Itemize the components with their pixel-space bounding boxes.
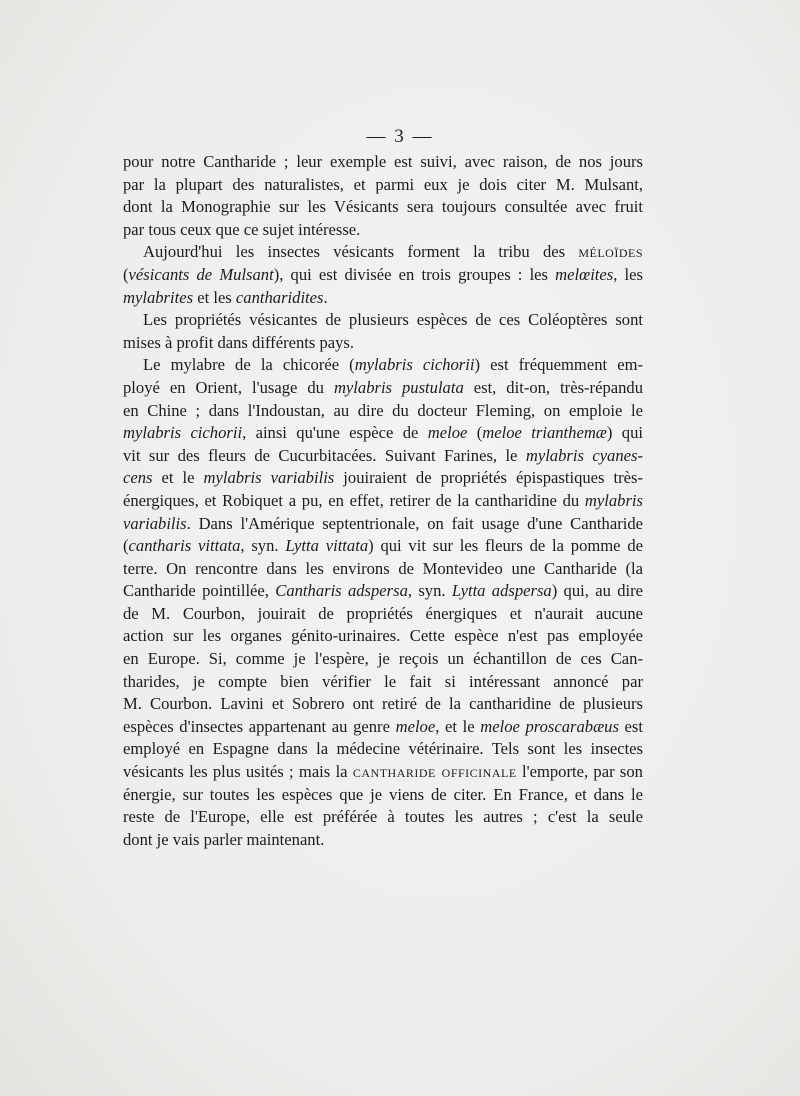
text-run: tharides, je compte bien vérifier le fait si intéressant annoncé par: [123, 671, 643, 691]
italic-term: Lytta adspersa: [451, 581, 552, 601]
text-run: Les propriétés vésicantes de plusieurs espèces de ces Coléoptères sont: [143, 310, 643, 330]
text-run: employé en Espagne dans la médecine vétérinaire. Tels sont les insectes: [123, 739, 643, 759]
italic-term: melœites: [555, 264, 614, 284]
text-line: [123, 625, 643, 648]
text-run: ) qui vit sur les fleurs de la pomme de: [368, 536, 643, 556]
text-line: [123, 829, 643, 852]
text-line: [123, 761, 643, 784]
text-line: [123, 332, 643, 355]
italic-term: mylabris variabilis: [203, 468, 335, 488]
italic-term: Lytta vittata: [285, 536, 369, 556]
text-run: Aujourd'hui les insectes vésicants forment la tribu des: [143, 242, 579, 262]
text-run: , les: [613, 264, 643, 284]
text-line: [123, 535, 643, 558]
text-line: [123, 467, 643, 490]
italic-term: mylabrites: [123, 287, 194, 307]
text-run: en Europe. Si, comme je l'espère, je reçois un échantillon de ces Can-: [123, 649, 643, 669]
text-run: dont la Monographie sur les Vésicants sera toujours consultée avec fruit: [123, 197, 643, 217]
text-line: [123, 241, 643, 264]
text-line: [123, 400, 643, 423]
text-run: , syn.: [240, 536, 286, 556]
text-run: en Chine ; dans l'Indoustan, au dire du docteur Fleming, on emploie le: [123, 400, 643, 420]
text-line: [123, 287, 643, 310]
text-run: l'emporte, par son: [516, 762, 643, 782]
text-run: ployé en Orient, l'usage du: [123, 377, 334, 397]
text-run: reste de l'Europe, elle est préférée à toutes les autres ; c'est la seule: [123, 807, 643, 827]
text-run: (: [467, 423, 483, 443]
italic-term: cens: [123, 468, 153, 488]
text-line: [123, 196, 643, 219]
italic-term: cantharidites: [235, 287, 324, 307]
italic-term: Cantharis adspersa: [275, 581, 408, 601]
text-line: [123, 580, 643, 603]
text-run: par la plupart des naturalistes, et parmi eux je dois citer M. Mulsant,: [123, 174, 643, 194]
text-run: jouiraient de propriétés épispastiques très-: [334, 468, 643, 488]
text-line: [123, 490, 643, 513]
text-run: , syn.: [407, 581, 452, 601]
text-run: espèces d'insectes appartenant au genre: [123, 716, 396, 736]
text-run: dont je vais parler maintenant.: [123, 829, 325, 849]
text-run: ) qui: [606, 423, 643, 443]
italic-term: meloe trianthemæ: [482, 423, 607, 443]
text-run: est, dit-on, très-répandu: [463, 377, 643, 397]
text-run: énergie, sur toutes les espèces que je viens de citer. En France, et dans le: [123, 784, 643, 804]
text-line: [123, 738, 643, 761]
page-number: — 3 —: [366, 126, 434, 147]
text-run: (: [123, 536, 129, 556]
text-line: [123, 648, 643, 671]
text-line: [123, 264, 643, 287]
text-line: [123, 445, 643, 468]
text-run: terre. On rencontre dans les environs de Montevideo une Cantharide (la: [123, 558, 643, 578]
text-run: action sur les organes génito-urinaires. Cette espèce n'est pas employée: [123, 626, 643, 646]
text-run: énergiques, et Robiquet a pu, en effet, retirer de la cantharidine du: [123, 490, 585, 510]
text-run: et les: [193, 287, 236, 307]
text-line: [123, 716, 643, 739]
text-run: est: [618, 716, 643, 736]
text-run: . Dans l'Amérique septentrionale, on fait usage d'une Cantharide: [186, 513, 643, 533]
text-line: [123, 309, 643, 332]
text-line: [123, 354, 643, 377]
text-run: ) qui, au dire: [551, 581, 643, 601]
text-line: [123, 558, 643, 581]
text-run: M. Courbon. Lavini et Sobrero ont retiré de la cantharidine de plusieurs: [123, 694, 643, 714]
text-run: .: [323, 287, 328, 307]
text-line: [123, 513, 643, 536]
italic-term: mylabris: [584, 490, 643, 510]
italic-term: mylabris pustulata: [333, 377, 464, 397]
italic-term: variabilis: [123, 513, 187, 533]
italic-term: vésicants de Mulsant: [128, 264, 274, 284]
text-run: , ainsi qu'une espèce de: [242, 423, 428, 443]
text-line: [123, 603, 643, 626]
text-run: mises à profit dans différents pays.: [123, 332, 355, 352]
text-run: ) est fréquemment em-: [474, 355, 644, 375]
italic-term: mylabris cichorii: [123, 423, 243, 443]
small-caps-term: cantharide officinale: [352, 762, 517, 782]
text-run: de M. Courbon, jouirait de propriétés énergiques et n'aurait aucune: [123, 603, 643, 623]
text-line: [123, 377, 643, 400]
small-caps-term: méloïdes: [578, 242, 643, 262]
text-run: ), qui est divisée en trois groupes : les: [273, 264, 556, 284]
text-run: , et le: [435, 716, 481, 736]
italic-term: mylabris cichorii: [354, 355, 475, 375]
text-run: pour notre Cantharide ; leur exemple est suivi, avec raison, de nos jours: [123, 152, 643, 171]
text-line: [123, 806, 643, 829]
italic-term: cantharis vittata: [128, 536, 241, 556]
text-run: vésicants les plus usités ; mais la: [123, 762, 353, 782]
italic-term: meloe: [395, 716, 436, 736]
text-run: vit sur des fleurs de Cucurbitacées. Suivant Farines, le: [123, 445, 526, 465]
text-line: [123, 422, 643, 445]
italic-term: meloe proscarabæus: [480, 716, 619, 736]
text-line: [123, 671, 643, 694]
text-run: (: [123, 264, 129, 284]
text-run: Le mylabre de la chicorée (: [143, 355, 355, 375]
text-line: [123, 784, 643, 807]
text-run: et le: [152, 468, 204, 488]
italic-term: mylabris cyanes-: [525, 445, 644, 465]
text-line: [123, 174, 643, 197]
text-line: [123, 693, 643, 716]
italic-term: meloe: [427, 423, 468, 443]
body-text: [123, 151, 643, 851]
text-line: [123, 219, 643, 242]
text-run: Cantharide pointillée,: [123, 581, 276, 601]
text-run: par tous ceux que ce sujet intéresse.: [123, 219, 361, 239]
text-line: [123, 151, 643, 174]
